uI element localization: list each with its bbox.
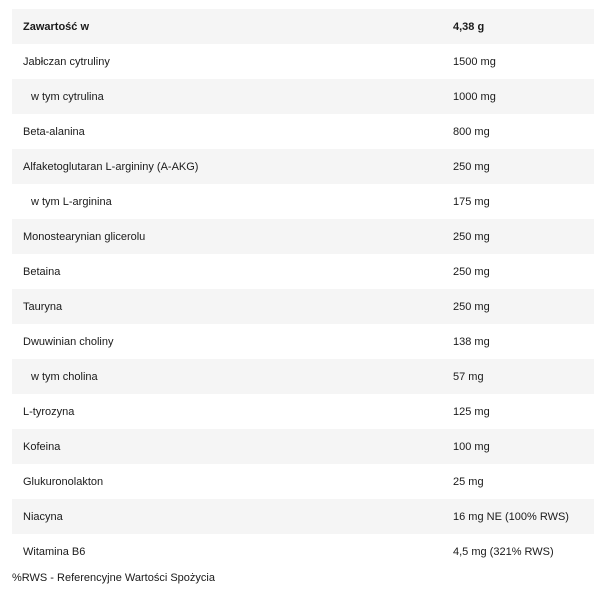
ingredient-amount: 250 mg	[453, 265, 490, 278]
ingredient-name: Monostearynian glicerolu	[23, 230, 146, 243]
table-row	[12, 324, 594, 359]
table-row	[12, 184, 594, 219]
header-name-cell: Zawartość w	[23, 20, 90, 33]
ingredient-amount: 1000 mg	[453, 90, 496, 103]
table-header-row	[12, 9, 594, 44]
ingredient-amount: 57 mg	[453, 370, 484, 383]
ingredient-amount: 250 mg	[453, 160, 490, 173]
ingredient-name: Jabłczan cytruliny	[23, 55, 110, 68]
ingredient-name: Beta-alanina	[23, 125, 85, 138]
ingredient-amount: 16 mg NE (100% RWS)	[453, 510, 569, 523]
ingredient-amount: 125 mg	[453, 405, 490, 418]
ingredient-amount: 100 mg	[453, 440, 490, 453]
table-row	[12, 219, 594, 254]
table-row	[12, 114, 594, 149]
table-row	[12, 289, 594, 324]
ingredient-amount: 800 mg	[453, 125, 490, 138]
table-row	[12, 394, 594, 429]
table-row	[12, 359, 594, 394]
ingredient-name: Kofeina	[23, 440, 61, 453]
table-row	[12, 464, 594, 499]
ingredient-name: Glukuronolakton	[23, 475, 104, 488]
ingredient-amount: 25 mg	[453, 475, 484, 488]
ingredient-name: Niacyna	[23, 510, 63, 523]
ingredient-amount: 4,5 mg (321% RWS)	[453, 545, 554, 558]
ingredient-amount: 138 mg	[453, 335, 490, 348]
ingredient-amount: 250 mg	[453, 230, 490, 243]
table-row	[12, 499, 594, 534]
table-row	[12, 534, 594, 569]
ingredient-amount: 175 mg	[453, 195, 490, 208]
nutrition-table	[12, 9, 594, 569]
ingredient-name: w tym cholina	[31, 370, 98, 383]
ingredient-name: L-tyrozyna	[23, 405, 75, 418]
table-row	[12, 79, 594, 114]
header-value-cell: 4,38 g	[453, 20, 485, 33]
ingredient-name: Betaina	[23, 265, 61, 278]
ingredient-amount: 250 mg	[453, 300, 490, 313]
ingredient-name: Witamina B6	[23, 545, 86, 558]
ingredient-name: w tym cytrulina	[31, 90, 104, 103]
table-row	[12, 254, 594, 289]
ingredient-name: Tauryna	[23, 300, 63, 313]
ingredient-name: Alfaketoglutaran L-argininy (A-AKG)	[23, 160, 199, 173]
ingredient-name: w tym L-arginina	[31, 195, 112, 208]
table-row	[12, 149, 594, 184]
ingredient-amount: 1500 mg	[453, 55, 496, 68]
table-row	[12, 44, 594, 79]
ingredient-name: Dwuwinian choliny	[23, 335, 114, 348]
footnote: %RWS - Referencyjne Wartości Spożycia	[12, 572, 215, 584]
table-row	[12, 429, 594, 464]
